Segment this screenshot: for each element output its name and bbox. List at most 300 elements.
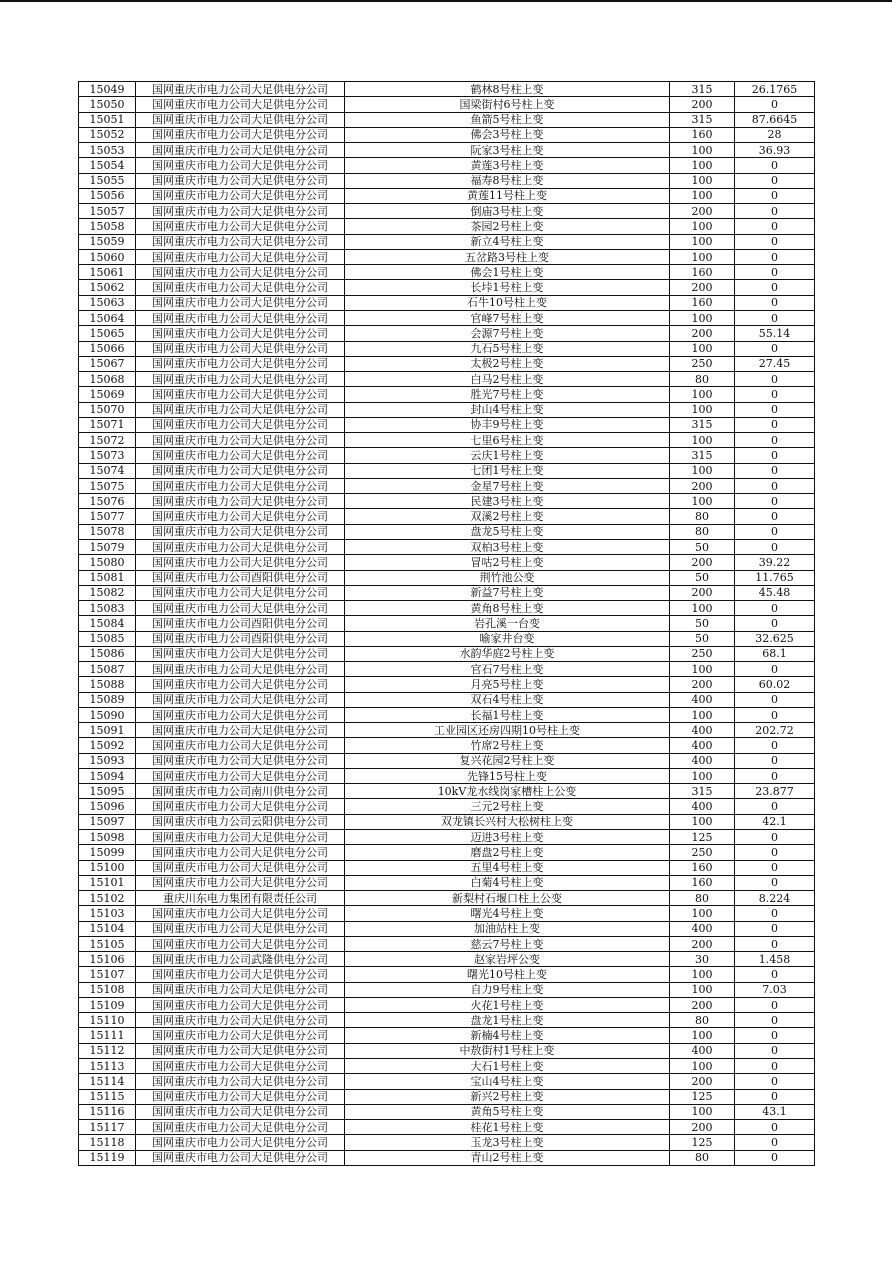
company-cell: 国网重庆市电力公司大足供电分公司: [136, 646, 345, 661]
capacity-cell: 100: [670, 402, 735, 417]
transformer-name-cell: 双溪2号柱上变: [345, 509, 670, 524]
table-row: [79, 738, 815, 753]
value-cell: 0: [735, 265, 815, 280]
value-cell: 0: [735, 936, 815, 951]
table-row: [79, 356, 815, 371]
table-row: [79, 723, 815, 738]
company-cell: 国网重庆市电力公司大足供电分公司: [136, 1089, 345, 1104]
capacity-cell: 100: [670, 982, 735, 997]
table-row: [79, 875, 815, 890]
table-row: [79, 799, 815, 814]
value-cell: 42.1: [735, 814, 815, 829]
value-cell: 0: [735, 845, 815, 860]
company-cell: 国网重庆市电力公司大足供电分公司: [136, 310, 345, 325]
table-row: [79, 372, 815, 387]
company-cell: 国网重庆市电力公司大足供电分公司: [136, 173, 345, 188]
transformer-name-cell: 水韵华庭2号柱上变: [345, 646, 670, 661]
transformer-name-cell: 国梁街村6号柱上变: [345, 97, 670, 112]
transformer-name-cell: 白菊4号柱上变: [345, 875, 670, 890]
capacity-cell: 200: [670, 585, 735, 600]
table-row: [79, 677, 815, 692]
table-row: [79, 662, 815, 677]
capacity-cell: 160: [670, 295, 735, 310]
table-row: [79, 539, 815, 554]
transformer-name-cell: 迈进3号柱上变: [345, 830, 670, 845]
value-cell: 0: [735, 768, 815, 783]
company-cell: 国网重庆市电力公司大足供电分公司: [136, 341, 345, 356]
transformer-name-cell: 新兴2号柱上变: [345, 1089, 670, 1104]
value-cell: 0: [735, 387, 815, 402]
company-cell: 国网重庆市电力公司大足供电分公司: [136, 967, 345, 982]
value-cell: 8.224: [735, 891, 815, 906]
table-row: [79, 555, 815, 570]
row-id-cell: 15050: [79, 97, 136, 112]
value-cell: 0: [735, 1150, 815, 1165]
company-cell: 国网重庆市电力公司大足供电分公司: [136, 768, 345, 783]
company-cell: 国网重庆市电力公司大足供电分公司: [136, 738, 345, 753]
table-row: [79, 631, 815, 646]
capacity-cell: 80: [670, 1013, 735, 1028]
company-cell: 国网重庆市电力公司大足供电分公司: [136, 1028, 345, 1043]
table-row: [79, 570, 815, 585]
company-cell: 国网重庆市电力公司大足供电分公司: [136, 875, 345, 890]
table-row: [79, 219, 815, 234]
capacity-cell: 80: [670, 1150, 735, 1165]
row-id-cell: 15100: [79, 860, 136, 875]
company-cell: 国网重庆市电力公司大足供电分公司: [136, 906, 345, 921]
capacity-cell: 100: [670, 219, 735, 234]
row-id-cell: 15109: [79, 997, 136, 1012]
company-cell: 国网重庆市电力公司大足供电分公司: [136, 1059, 345, 1074]
row-id-cell: 15114: [79, 1074, 136, 1089]
company-cell: 国网重庆市电力公司大足供电分公司: [136, 494, 345, 509]
transformer-name-cell: 竹席2号柱上变: [345, 738, 670, 753]
company-cell: 国网重庆市电力公司大足供电分公司: [136, 799, 345, 814]
table-row: [79, 830, 815, 845]
capacity-cell: 200: [670, 478, 735, 493]
company-cell: 国网重庆市电力公司大足供电分公司: [136, 295, 345, 310]
capacity-cell: 250: [670, 356, 735, 371]
company-cell: 国网重庆市电力公司大足供电分公司: [136, 1074, 345, 1089]
transformer-name-cell: 月亮5号柱上变: [345, 677, 670, 692]
row-id-cell: 15066: [79, 341, 136, 356]
row-id-cell: 15060: [79, 249, 136, 264]
table-row: [79, 158, 815, 173]
transformer-name-cell: 中敖街村1号柱上变: [345, 1043, 670, 1058]
value-cell: 0: [735, 662, 815, 677]
row-id-cell: 15063: [79, 295, 136, 310]
transformer-name-cell: 佛会3号柱上变: [345, 127, 670, 142]
transformer-name-cell: 阮家3号柱上变: [345, 143, 670, 158]
company-cell: 国网重庆市电力公司大足供电分公司: [136, 982, 345, 997]
company-cell: 国网重庆市电力公司大足供电分公司: [136, 585, 345, 600]
row-id-cell: 15116: [79, 1104, 136, 1119]
capacity-cell: 200: [670, 677, 735, 692]
company-cell: 国网重庆市电力公司大足供电分公司: [136, 1013, 345, 1028]
value-cell: 0: [735, 875, 815, 890]
transformer-name-cell: 盘龙5号柱上变: [345, 524, 670, 539]
company-cell: 国网重庆市电力公司大足供电分公司: [136, 417, 345, 432]
table-row: [79, 249, 815, 264]
company-cell: 国网重庆市电力公司大足供电分公司: [136, 860, 345, 875]
company-cell: 国网重庆市电力公司大足供电分公司: [136, 143, 345, 158]
transformer-name-cell: 火花1号柱上变: [345, 997, 670, 1012]
row-id-cell: 15056: [79, 188, 136, 203]
value-cell: 0: [735, 921, 815, 936]
transformer-name-cell: 民建3号柱上变: [345, 494, 670, 509]
capacity-cell: 80: [670, 509, 735, 524]
table-row: [79, 448, 815, 463]
company-cell: 国网重庆市电力公司大足供电分公司: [136, 372, 345, 387]
row-id-cell: 15103: [79, 906, 136, 921]
capacity-cell: 200: [670, 997, 735, 1012]
transformer-name-cell: 会源7号柱上变: [345, 326, 670, 341]
company-cell: 国网重庆市电力公司大足供电分公司: [136, 601, 345, 616]
capacity-cell: 200: [670, 280, 735, 295]
transformer-name-cell: 桂花1号柱上变: [345, 1120, 670, 1135]
row-id-cell: 15049: [79, 82, 136, 97]
table-row: [79, 494, 815, 509]
row-id-cell: 15107: [79, 967, 136, 982]
transformer-name-cell: 五岔路3号柱上变: [345, 249, 670, 264]
transformer-name-cell: 鹤林8号柱上变: [345, 82, 670, 97]
capacity-cell: 100: [670, 249, 735, 264]
row-id-cell: 15099: [79, 845, 136, 860]
capacity-cell: 400: [670, 738, 735, 753]
table-body: [79, 82, 815, 1166]
transformer-name-cell: 倒庙3号柱上变: [345, 204, 670, 219]
value-cell: 23.877: [735, 784, 815, 799]
value-cell: 0: [735, 463, 815, 478]
company-cell: 国网重庆市电力公司大足供电分公司: [136, 1120, 345, 1135]
row-id-cell: 15059: [79, 234, 136, 249]
table-row: [79, 967, 815, 982]
row-id-cell: 15115: [79, 1089, 136, 1104]
value-cell: 0: [735, 1074, 815, 1089]
capacity-cell: 200: [670, 326, 735, 341]
company-cell: 国网重庆市电力公司酉阳供电分公司: [136, 631, 345, 646]
transformer-name-cell: 青山2号柱上变: [345, 1150, 670, 1165]
company-cell: 国网重庆市电力公司大足供电分公司: [136, 356, 345, 371]
transformer-name-cell: 磨盘2号柱上变: [345, 845, 670, 860]
capacity-cell: 125: [670, 1089, 735, 1104]
transformer-name-cell: 胜光7号柱上变: [345, 387, 670, 402]
table-row: [79, 646, 815, 661]
table-row: [79, 478, 815, 493]
capacity-cell: 100: [670, 173, 735, 188]
value-cell: 0: [735, 234, 815, 249]
company-cell: 国网重庆市电力公司大足供电分公司: [136, 1043, 345, 1058]
row-id-cell: 15070: [79, 402, 136, 417]
capacity-cell: 100: [670, 768, 735, 783]
transformer-name-cell: 双柏3号柱上变: [345, 539, 670, 554]
transformer-name-cell: 新益7号柱上变: [345, 585, 670, 600]
value-cell: 0: [735, 601, 815, 616]
page-top-border: [0, 0, 892, 2]
capacity-cell: 100: [670, 158, 735, 173]
table-row: [79, 188, 815, 203]
row-id-cell: 15069: [79, 387, 136, 402]
row-id-cell: 15091: [79, 723, 136, 738]
table-row: [79, 97, 815, 112]
transformer-name-cell: 大石1号柱上变: [345, 1059, 670, 1074]
company-cell: 国网重庆市电力公司云阳供电分公司: [136, 814, 345, 829]
capacity-cell: 400: [670, 1043, 735, 1058]
capacity-cell: 400: [670, 753, 735, 768]
table-row: [79, 295, 815, 310]
capacity-cell: 160: [670, 127, 735, 142]
transformer-name-cell: 复兴花园2号柱上变: [345, 753, 670, 768]
company-cell: 国网重庆市电力公司大足供电分公司: [136, 402, 345, 417]
table-row: [79, 768, 815, 783]
row-id-cell: 15051: [79, 112, 136, 127]
value-cell: 0: [735, 830, 815, 845]
company-cell: 国网重庆市电力公司大足供电分公司: [136, 936, 345, 951]
transformer-name-cell: 鱼箭5号柱上变: [345, 112, 670, 127]
value-cell: 43.1: [735, 1104, 815, 1119]
value-cell: 0: [735, 1043, 815, 1058]
table-row: [79, 127, 815, 142]
transformer-name-cell: 七团1号柱上变: [345, 463, 670, 478]
company-cell: 国网重庆市电力公司大足供电分公司: [136, 478, 345, 493]
company-cell: 国网重庆市电力公司大足供电分公司: [136, 97, 345, 112]
table-row: [79, 1074, 815, 1089]
capacity-cell: 400: [670, 692, 735, 707]
value-cell: 0: [735, 707, 815, 722]
company-cell: 国网重庆市电力公司南川供电分公司: [136, 784, 345, 799]
company-cell: 国网重庆市电力公司大足供电分公司: [136, 158, 345, 173]
capacity-cell: 315: [670, 112, 735, 127]
transformer-name-cell: 七里6号柱上变: [345, 433, 670, 448]
value-cell: 0: [735, 295, 815, 310]
company-cell: 国网重庆市电力公司大足供电分公司: [136, 830, 345, 845]
value-cell: 0: [735, 616, 815, 631]
transformer-name-cell: 金星7号柱上变: [345, 478, 670, 493]
company-cell: 国网重庆市电力公司大足供电分公司: [136, 82, 345, 97]
capacity-cell: 200: [670, 97, 735, 112]
value-cell: 45.48: [735, 585, 815, 600]
transformer-name-cell: 协丰9号柱上变: [345, 417, 670, 432]
table-row: [79, 692, 815, 707]
row-id-cell: 15079: [79, 539, 136, 554]
row-id-cell: 15071: [79, 417, 136, 432]
capacity-cell: 200: [670, 936, 735, 951]
row-id-cell: 15072: [79, 433, 136, 448]
company-cell: 国网重庆市电力公司大足供电分公司: [136, 921, 345, 936]
value-cell: 0: [735, 524, 815, 539]
table-row: [79, 1043, 815, 1058]
row-id-cell: 15068: [79, 372, 136, 387]
table-row: [79, 173, 815, 188]
value-cell: 7.03: [735, 982, 815, 997]
value-cell: 0: [735, 997, 815, 1012]
row-id-cell: 15104: [79, 921, 136, 936]
row-id-cell: 15084: [79, 616, 136, 631]
capacity-cell: 100: [670, 662, 735, 677]
transformer-name-cell: 茶园2号柱上变: [345, 219, 670, 234]
transformer-name-cell: 五里4号柱上变: [345, 860, 670, 875]
table-row: [79, 417, 815, 432]
table-row: [79, 906, 815, 921]
row-id-cell: 15062: [79, 280, 136, 295]
capacity-cell: 100: [670, 601, 735, 616]
transformer-name-cell: 白马2号柱上变: [345, 372, 670, 387]
transformer-name-cell: 双石4号柱上变: [345, 692, 670, 707]
value-cell: 0: [735, 173, 815, 188]
transformer-name-cell: 佛会1号柱上变: [345, 265, 670, 280]
transformer-name-cell: 长垰1号柱上变: [345, 280, 670, 295]
transformer-name-cell: 黄角8号柱上变: [345, 601, 670, 616]
table-row: [79, 509, 815, 524]
company-cell: 国网重庆市电力公司大足供电分公司: [136, 249, 345, 264]
value-cell: 0: [735, 1135, 815, 1150]
row-id-cell: 15094: [79, 768, 136, 783]
value-cell: 0: [735, 204, 815, 219]
row-id-cell: 15076: [79, 494, 136, 509]
company-cell: 国网重庆市电力公司大足供电分公司: [136, 234, 345, 249]
capacity-cell: 125: [670, 830, 735, 845]
capacity-cell: 160: [670, 265, 735, 280]
table-row: [79, 1059, 815, 1074]
capacity-cell: 50: [670, 539, 735, 554]
company-cell: 国网重庆市电力公司大足供电分公司: [136, 448, 345, 463]
transformer-name-cell: 赵家岩坪公变: [345, 952, 670, 967]
capacity-cell: 400: [670, 921, 735, 936]
capacity-cell: 100: [670, 433, 735, 448]
capacity-cell: 315: [670, 448, 735, 463]
capacity-cell: 100: [670, 341, 735, 356]
table-row: [79, 952, 815, 967]
transformer-table: [78, 81, 815, 1166]
row-id-cell: 15089: [79, 692, 136, 707]
transformer-name-cell: 太极2号柱上变: [345, 356, 670, 371]
capacity-cell: 200: [670, 1120, 735, 1135]
value-cell: 0: [735, 1059, 815, 1074]
table-row: [79, 341, 815, 356]
row-id-cell: 15077: [79, 509, 136, 524]
row-id-cell: 15108: [79, 982, 136, 997]
company-cell: 国网重庆市电力公司大足供电分公司: [136, 555, 345, 570]
row-id-cell: 15073: [79, 448, 136, 463]
row-id-cell: 15088: [79, 677, 136, 692]
value-cell: 55.14: [735, 326, 815, 341]
transformer-name-cell: 新梨村石堰口柱上公变: [345, 891, 670, 906]
transformer-name-cell: 官石7号柱上变: [345, 662, 670, 677]
row-id-cell: 15075: [79, 478, 136, 493]
value-cell: 0: [735, 417, 815, 432]
transformer-name-cell: 云庆1号柱上变: [345, 448, 670, 463]
transformer-name-cell: 九石5号柱上变: [345, 341, 670, 356]
table-row: [79, 845, 815, 860]
row-id-cell: 15078: [79, 524, 136, 539]
transformer-name-cell: 慈云7号柱上变: [345, 936, 670, 951]
table-row: [79, 82, 815, 97]
row-id-cell: 15054: [79, 158, 136, 173]
capacity-cell: 30: [670, 952, 735, 967]
transformer-name-cell: 双龙镇长兴村大松树柱上变: [345, 814, 670, 829]
capacity-cell: 100: [670, 967, 735, 982]
table-row: [79, 265, 815, 280]
value-cell: 0: [735, 1028, 815, 1043]
value-cell: 0: [735, 478, 815, 493]
company-cell: 国网重庆市电力公司大足供电分公司: [136, 1104, 345, 1119]
company-cell: 国网重庆市电力公司大足供电分公司: [136, 280, 345, 295]
value-cell: 0: [735, 402, 815, 417]
transformer-name-cell: 冒咕2号柱上变: [345, 555, 670, 570]
capacity-cell: 100: [670, 387, 735, 402]
company-cell: 国网重庆市电力公司大足供电分公司: [136, 662, 345, 677]
capacity-cell: 100: [670, 707, 735, 722]
value-cell: 0: [735, 280, 815, 295]
table-row: [79, 112, 815, 127]
transformer-name-cell: 三元2号柱上变: [345, 799, 670, 814]
company-cell: 国网重庆市电力公司大足供电分公司: [136, 204, 345, 219]
transformer-name-cell: 自力9号柱上变: [345, 982, 670, 997]
row-id-cell: 15090: [79, 707, 136, 722]
transformer-name-cell: 曙光10号柱上变: [345, 967, 670, 982]
transformer-name-cell: 玉龙3号柱上变: [345, 1135, 670, 1150]
table-row: [79, 1150, 815, 1165]
value-cell: 0: [735, 967, 815, 982]
row-id-cell: 15064: [79, 310, 136, 325]
company-cell: 国网重庆市电力公司大足供电分公司: [136, 188, 345, 203]
transformer-name-cell: 黄角5号柱上变: [345, 1104, 670, 1119]
table-row: [79, 585, 815, 600]
transformer-name-cell: 石牛10号柱上变: [345, 295, 670, 310]
value-cell: 0: [735, 799, 815, 814]
table-row: [79, 1028, 815, 1043]
row-id-cell: 15098: [79, 830, 136, 845]
row-id-cell: 15074: [79, 463, 136, 478]
transformer-name-cell: 黄莲3号柱上变: [345, 158, 670, 173]
capacity-cell: 100: [670, 1104, 735, 1119]
table-row: [79, 1013, 815, 1028]
value-cell: 0: [735, 249, 815, 264]
row-id-cell: 15087: [79, 662, 136, 677]
table-row: [79, 204, 815, 219]
table-row: [79, 707, 815, 722]
capacity-cell: 100: [670, 188, 735, 203]
capacity-cell: 80: [670, 524, 735, 539]
capacity-cell: 160: [670, 875, 735, 890]
value-cell: 26.1765: [735, 82, 815, 97]
capacity-cell: 315: [670, 82, 735, 97]
row-id-cell: 15085: [79, 631, 136, 646]
company-cell: 国网重庆市电力公司大足供电分公司: [136, 723, 345, 738]
capacity-cell: 100: [670, 143, 735, 158]
company-cell: 国网重庆市电力公司大足供电分公司: [136, 692, 345, 707]
row-id-cell: 15061: [79, 265, 136, 280]
company-cell: 国网重庆市电力公司大足供电分公司: [136, 1135, 345, 1150]
transformer-name-cell: 加油站柱上变: [345, 921, 670, 936]
company-cell: 国网重庆市电力公司大足供电分公司: [136, 265, 345, 280]
transformer-name-cell: 官峰7号柱上变: [345, 310, 670, 325]
row-id-cell: 15086: [79, 646, 136, 661]
company-cell: 国网重庆市电力公司武隆供电分公司: [136, 952, 345, 967]
transformer-name-cell: 长福1号柱上变: [345, 707, 670, 722]
value-cell: 0: [735, 906, 815, 921]
row-id-cell: 15112: [79, 1043, 136, 1058]
transformer-name-cell: 喻家井台变: [345, 631, 670, 646]
row-id-cell: 15096: [79, 799, 136, 814]
transformer-name-cell: 福寿8号柱上变: [345, 173, 670, 188]
company-cell: 国网重庆市电力公司大足供电分公司: [136, 112, 345, 127]
company-cell: 国网重庆市电力公司酉阳供电分公司: [136, 570, 345, 585]
capacity-cell: 100: [670, 310, 735, 325]
table-row: [79, 433, 815, 448]
transformer-name-cell: 曙光4号柱上变: [345, 906, 670, 921]
transformer-name-cell: 工业园区还房四期10号柱上变: [345, 723, 670, 738]
